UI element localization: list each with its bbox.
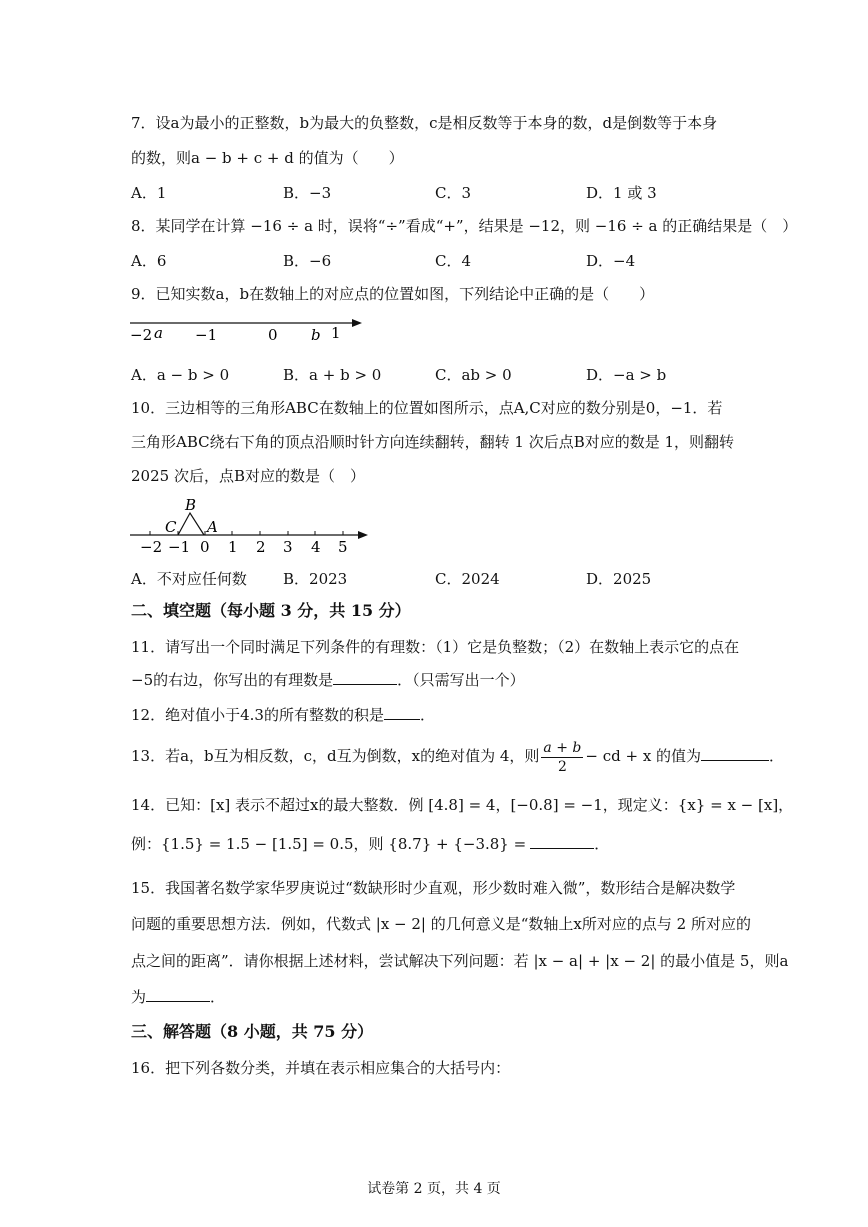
q13-line bbox=[131, 738, 784, 776]
q8-option-a: A．6 bbox=[131, 252, 167, 270]
q15-line4 bbox=[131, 987, 225, 1007]
q12-end: ． bbox=[419, 706, 435, 724]
q14-line2 bbox=[131, 834, 609, 854]
q9-axis-arrow bbox=[352, 319, 362, 327]
section3-title: 三、解答题（8 小题，共 75 分） bbox=[131, 1022, 374, 1041]
q10-figure bbox=[128, 494, 374, 558]
q8-options bbox=[131, 250, 751, 270]
q8-option-c: C．4 bbox=[435, 252, 472, 270]
q10-options bbox=[131, 568, 751, 588]
q10-label-3: 3 bbox=[283, 538, 293, 556]
q12-text: 12．绝对值小于4.3的所有整数的积是 bbox=[131, 706, 384, 724]
q9-line1: 9．已知实数a，b在数轴上的对应点的位置如图，下列结论中正确的是（ ） bbox=[131, 285, 655, 303]
q13-answer-blank[interactable] bbox=[701, 746, 769, 761]
q12-answer-blank[interactable] bbox=[384, 705, 420, 720]
q10-vertex-c: C bbox=[165, 518, 177, 536]
q10-label-0: 0 bbox=[200, 538, 210, 556]
q11-answer-blank[interactable] bbox=[333, 670, 397, 685]
q10-label-5: 5 bbox=[338, 538, 348, 556]
q9-option-c: C．ab > 0 bbox=[435, 366, 512, 384]
section2-title: 二、填空题（每小题 3 分，共 15 分） bbox=[131, 601, 411, 620]
q7-line1: 7．设a为最小的正整数，b为最大的负整数，c是相反数等于本身的数，d是倒数等于本身 bbox=[131, 114, 718, 132]
q15-end: ． bbox=[210, 988, 226, 1006]
q10-line2: 三角形ABC绕右下角的顶点沿顺时针方向连续翻转，翻转 1 次后点B对应的数是 1，则翻转 bbox=[131, 433, 735, 451]
q15-line1: 15．我国著名数学家华罗庚说过“数缺形时少直观，形少数时难入微”，数形结合是解决数学 bbox=[131, 879, 736, 897]
q7-options bbox=[131, 182, 751, 202]
q7-line2: 的数，则a − b + c + d 的值为（ ） bbox=[131, 149, 404, 167]
q10-line1: 10．三边相等的三角形ABC在数轴上的位置如图所示，点A,C对应的数分别是0，−1．若 bbox=[131, 399, 723, 417]
q12-line bbox=[131, 705, 435, 725]
q15-line3: 点之间的距离”．请你根据上述材料，尝试解决下列问题：若 |x − a| + |x − 2| 的最小值是 5，则a bbox=[131, 952, 789, 970]
q9-number-line bbox=[128, 312, 368, 346]
q11-text-end: ．（只需写出一个） bbox=[397, 671, 525, 689]
q10-line3: 2025 次后，点B对应的数是（ ） bbox=[131, 467, 365, 485]
q7-option-d: D．1 或 3 bbox=[586, 184, 657, 202]
q13-pre: 13．若a，b互为相反数，c，d互为倒数，x的绝对值为 4，则 bbox=[131, 747, 540, 765]
q9-label-minus1: −1 bbox=[195, 326, 218, 344]
q14-line1: 14．已知：[x] 表示不超过x的最大整数．例 [4.8] = 4，[−0.8] = −1，现定义：{x} = x − [x]， bbox=[131, 796, 794, 814]
q13-denominator: 2 bbox=[557, 758, 567, 775]
q14-end: ． bbox=[594, 835, 610, 853]
q9-option-b: B．a + b > 0 bbox=[283, 366, 382, 384]
q14-text: 例：{1.5} = 1.5 − [1.5] = 0.5，则 {8.7} + {−3.8} = bbox=[131, 835, 527, 853]
q13-numerator: a + b bbox=[543, 739, 582, 756]
q7-option-c: C．3 bbox=[435, 184, 472, 202]
q10-option-c: C．2024 bbox=[435, 570, 500, 588]
q9-option-d: D．−a > b bbox=[586, 366, 667, 384]
q15-text: 为 bbox=[131, 988, 147, 1006]
q8-option-d: D．−4 bbox=[586, 252, 636, 270]
q10-label-1: 1 bbox=[228, 538, 238, 556]
q10-option-a: A．不对应任何数 bbox=[131, 570, 247, 588]
q13-end: ． bbox=[769, 747, 785, 765]
q10-triangle bbox=[178, 513, 204, 535]
q10-label-minus1: −1 bbox=[168, 538, 191, 556]
q13-post: − cd + x 的值为 bbox=[585, 747, 702, 765]
page-footer: 试卷第 2 页，共 4 页 bbox=[367, 1181, 501, 1197]
q16-text: 16．把下列各数分类，并填在表示相应集合的大括号内： bbox=[131, 1059, 511, 1077]
q10-label-2: 2 bbox=[256, 538, 266, 556]
q9-options bbox=[131, 364, 751, 384]
q15-line2: 问题的重要思想方法．例如，代数式 |x − 2| 的几何意义是“数轴上x所对应的点与 2 所对应的 bbox=[131, 915, 751, 933]
q14-answer-blank[interactable] bbox=[530, 834, 594, 849]
q10-label-minus2: −2 bbox=[140, 538, 163, 556]
q9-label-minus2: −2 bbox=[130, 326, 153, 344]
q9-option-a: A．a − b > 0 bbox=[131, 366, 230, 384]
q8-option-b: B．−6 bbox=[283, 252, 332, 270]
q7-option-a: A．1 bbox=[131, 184, 167, 202]
q10-vertex-a: A bbox=[207, 518, 218, 536]
q13-fraction bbox=[541, 739, 583, 776]
q10-axis-arrow bbox=[358, 531, 368, 539]
q10-vertex-b: B bbox=[185, 496, 197, 514]
q9-label-0: 0 bbox=[268, 326, 278, 344]
q9-label-a: a bbox=[154, 324, 163, 342]
q11-line2 bbox=[131, 670, 525, 690]
q10-option-b: B．2023 bbox=[283, 570, 348, 588]
q8-line1: 8．某同学在计算 −16 ÷ a 时，误将“÷”看成“+”，结果是 −12，则 −16 ÷ a 的正确结果是（ ） bbox=[131, 217, 798, 235]
q15-answer-blank[interactable] bbox=[146, 987, 210, 1002]
q10-label-4: 4 bbox=[311, 538, 321, 556]
q11-line1: 11．请写出一个同时满足下列条件的有理数：（1）它是负整数；（2）在数轴上表示它的点在 bbox=[131, 638, 740, 656]
q10-option-d: D．2025 bbox=[586, 570, 652, 588]
q9-label-1: 1 bbox=[331, 324, 341, 342]
q9-label-b: b bbox=[311, 326, 321, 344]
q11-text: −5的右边，你写出的有理数是 bbox=[131, 671, 334, 689]
q7-option-b: B．−3 bbox=[283, 184, 332, 202]
